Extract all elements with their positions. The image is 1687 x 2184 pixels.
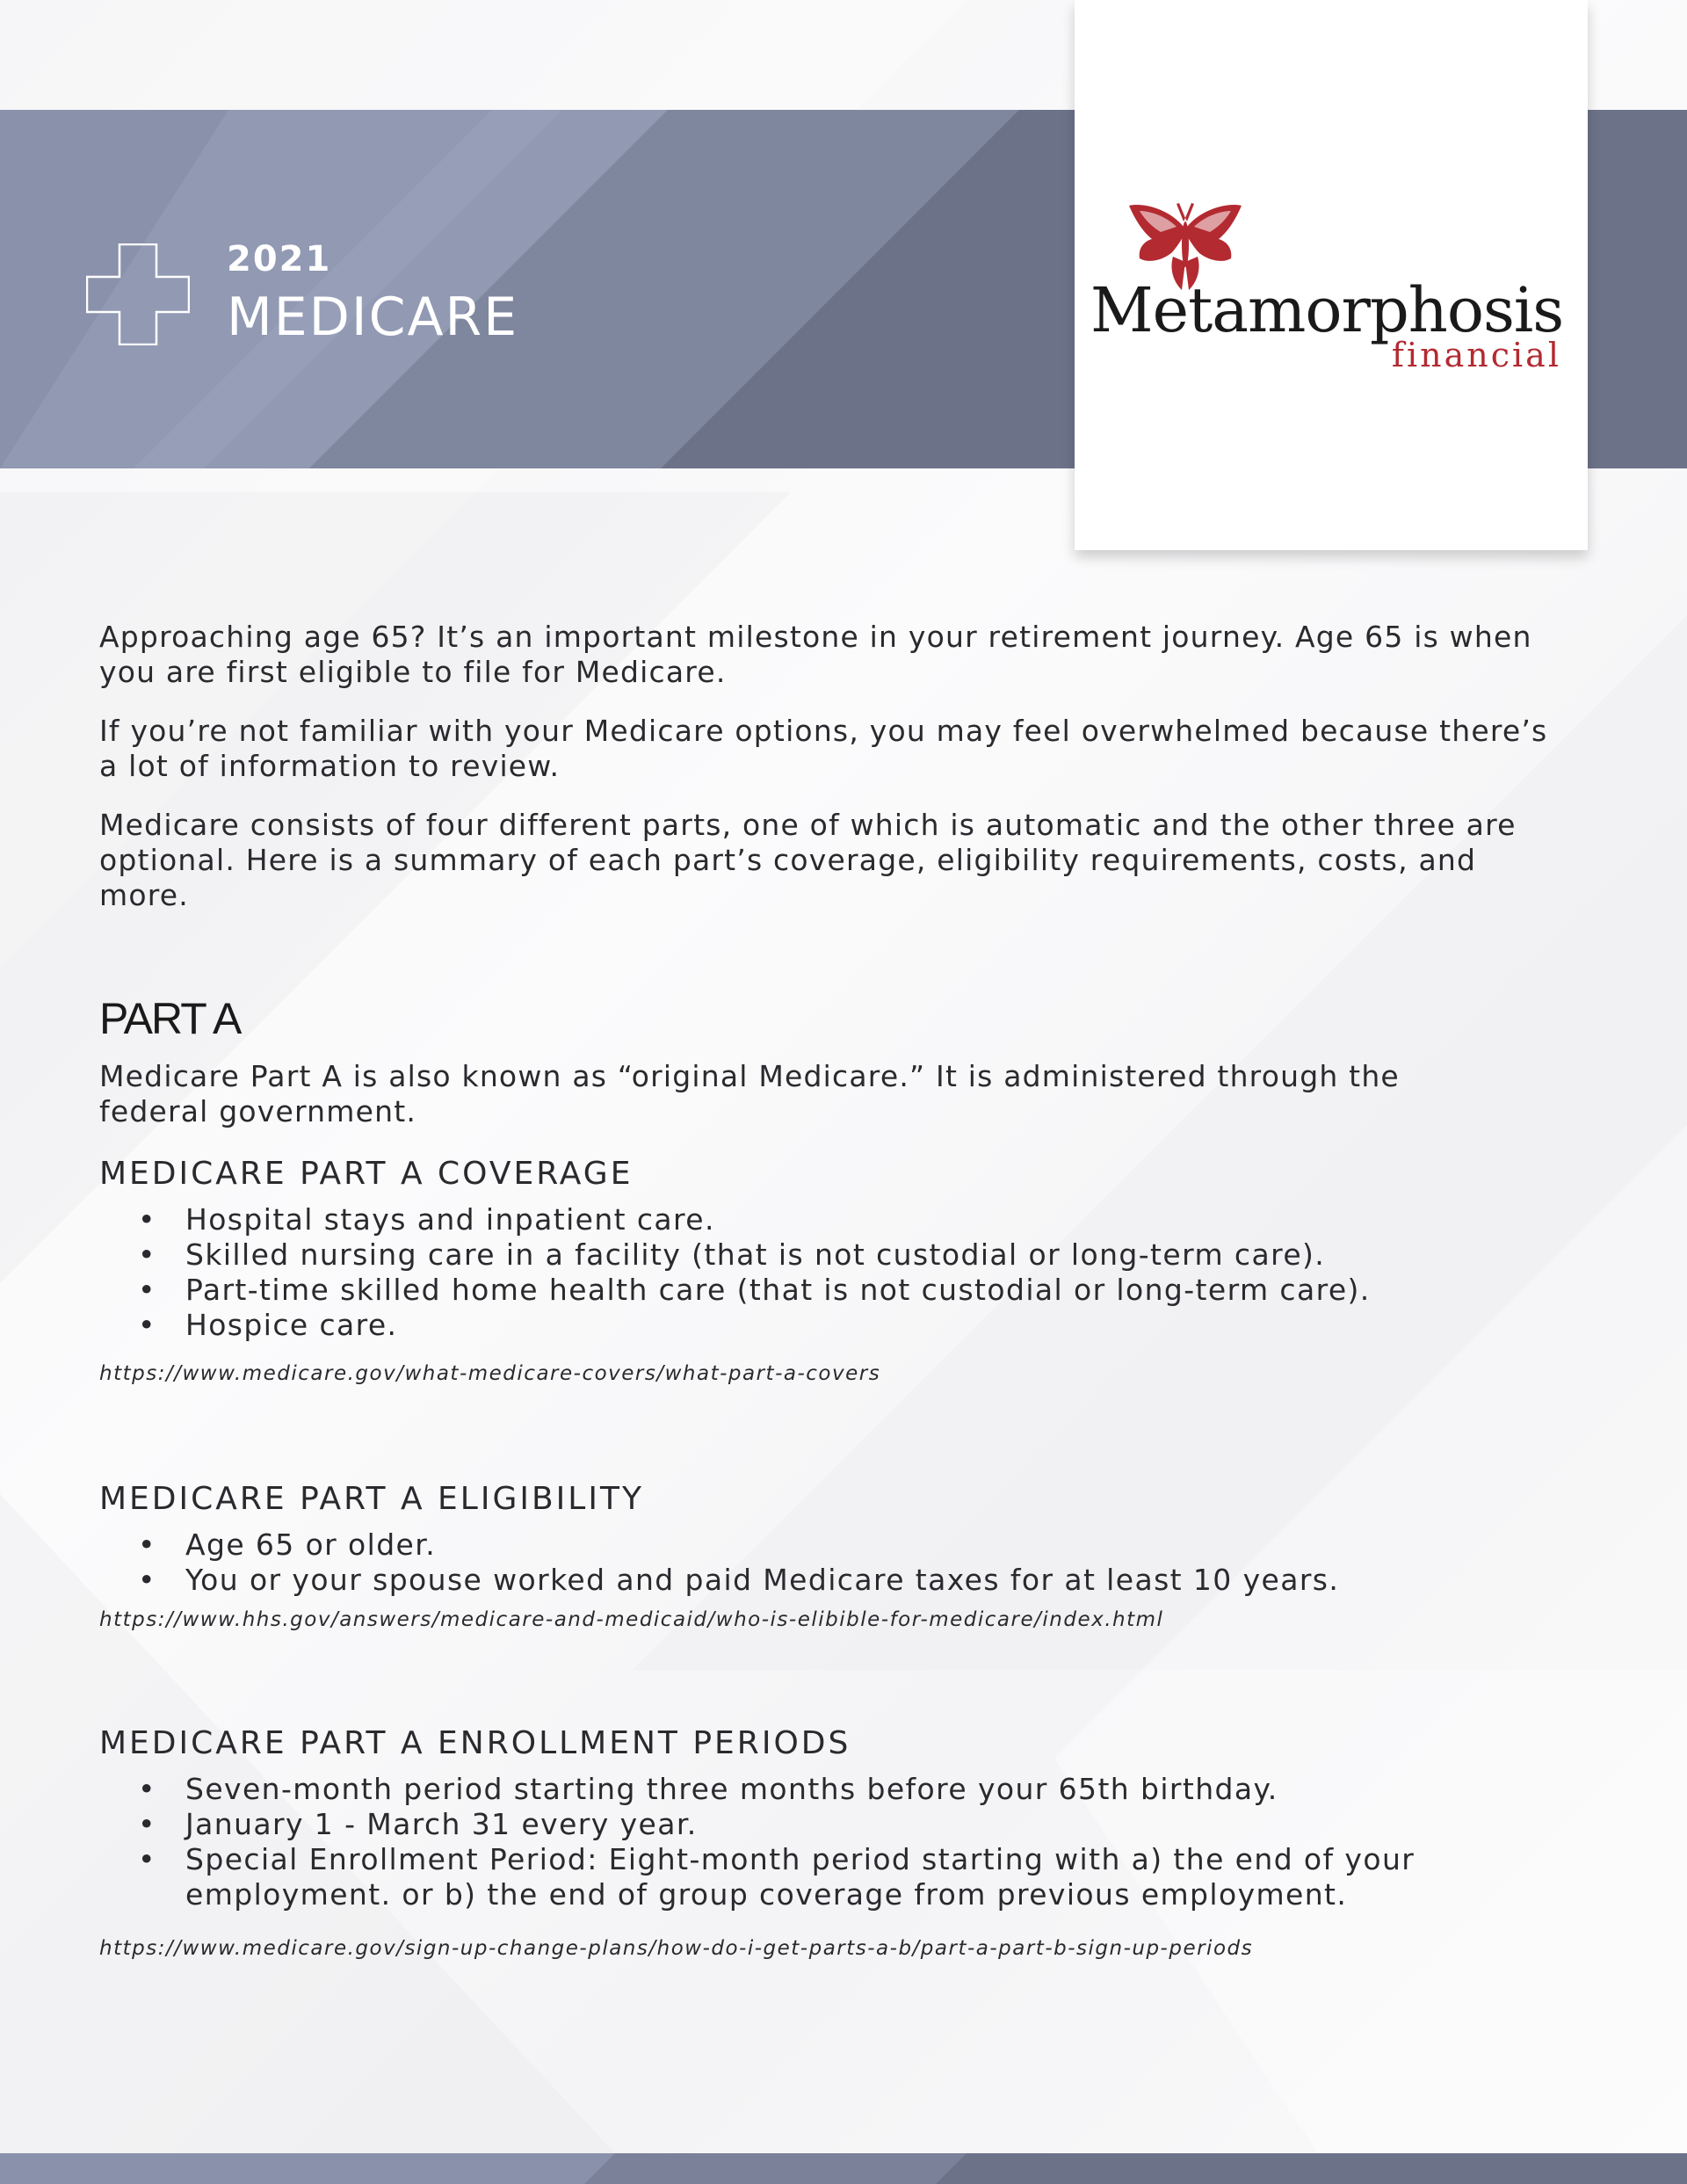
source-link[interactable]: https://www.hhs.gov/answers/medicare-and-medicaid/who-is-elibible-for-medicare/index.html [99,1608,1164,1631]
bullet: • [138,1842,156,1876]
list-item-text: Hospice care. [185,1308,398,1342]
list-item [99,1527,1593,1563]
logo-card [1075,0,1588,550]
logo-wordmark: Metamorphosis [1090,274,1564,346]
intro-paragraph: Medicare consists of four different parts, one of which is automatic and the other three are optional. Here is a summary of each part’s coverage, eligibility requirements, costs, and more. [99,808,1517,912]
intro-section [99,620,1558,913]
list-item-text: Seven-month period starting three months before your 65th birthday. [185,1772,1278,1806]
eligibility-heading: MEDICARE PART A ELIGIBILITY [99,1481,644,1517]
list-item-text: Skilled nursing care in a facility (that is not custodial or long-term care). [185,1237,1326,1272]
list-item [99,1563,1593,1598]
list-item [99,1308,1593,1343]
logo-subword: financial [1391,336,1561,374]
list-item [99,1273,1593,1308]
bullet: • [138,1563,156,1597]
footer-banner [0,2153,1687,2184]
list-item [99,1202,1593,1237]
coverage-heading: MEDICARE PART A COVERAGE [99,1156,634,1192]
bullet: • [138,1772,156,1806]
source-link[interactable]: https://www.medicare.gov/what-medicare-covers/what-part-a-covers [99,1362,881,1385]
enrollment-section [99,1725,1593,1960]
intro-paragraph: Approaching age 65? It’s an important milestone in your retirement journey. Age 65 is when you are first eligible to file for Medicare. [99,620,1532,689]
part-a-intro: Medicare Part A is also known as “original Medicare.” It is administered through the federal government. [99,1059,1400,1128]
coverage-section [99,1156,1593,1385]
list-item [99,1807,1593,1842]
main-content [99,620,1558,1960]
list-item-text: Hospital stays and inpatient care. [185,1202,715,1237]
header-year: 2021 [227,239,332,279]
medical-cross-icon [86,243,190,345]
enrollment-heading: MEDICARE PART A ENROLLMENT PERIODS [99,1725,851,1761]
list-item-text: Part-time skilled home health care (that is not custodial or long-term care). [185,1273,1371,1307]
list-item-text: Special Enrollment Period: Eight-month period starting with a) the end of your employment. or b) the end of group coverage from previous employment. [185,1842,1415,1912]
list-item [99,1772,1593,1807]
list-item-text: January 1 - March 31 every year. [185,1807,698,1841]
coverage-list [99,1202,1593,1343]
bullet: • [138,1308,156,1342]
list-item-text: You or your spouse worked and paid Medicare taxes for at least 10 years. [185,1563,1340,1597]
header-title: MEDICARE [227,287,519,348]
list-item-text: Age 65 or older. [185,1527,437,1562]
intro-paragraph: If you’re not familiar with your Medicare options, you may feel overwhelmed because there’s a lot of information to review. [99,714,1548,783]
bullet: • [138,1202,156,1237]
list-item [99,1237,1593,1273]
list-item [99,1842,1556,1912]
enrollment-list [99,1772,1593,1912]
eligibility-list [99,1527,1593,1598]
bullet: • [138,1273,156,1307]
bullet: • [138,1807,156,1841]
eligibility-section [99,1481,1593,1631]
bullet: • [138,1527,156,1562]
source-link[interactable]: https://www.medicare.gov/sign-up-change-plans/how-do-i-get-parts-a-b/part-a-part-b-sign-up-periods [99,1937,1254,1960]
part-a-heading: PART A [99,994,241,1043]
bullet: • [138,1237,156,1272]
